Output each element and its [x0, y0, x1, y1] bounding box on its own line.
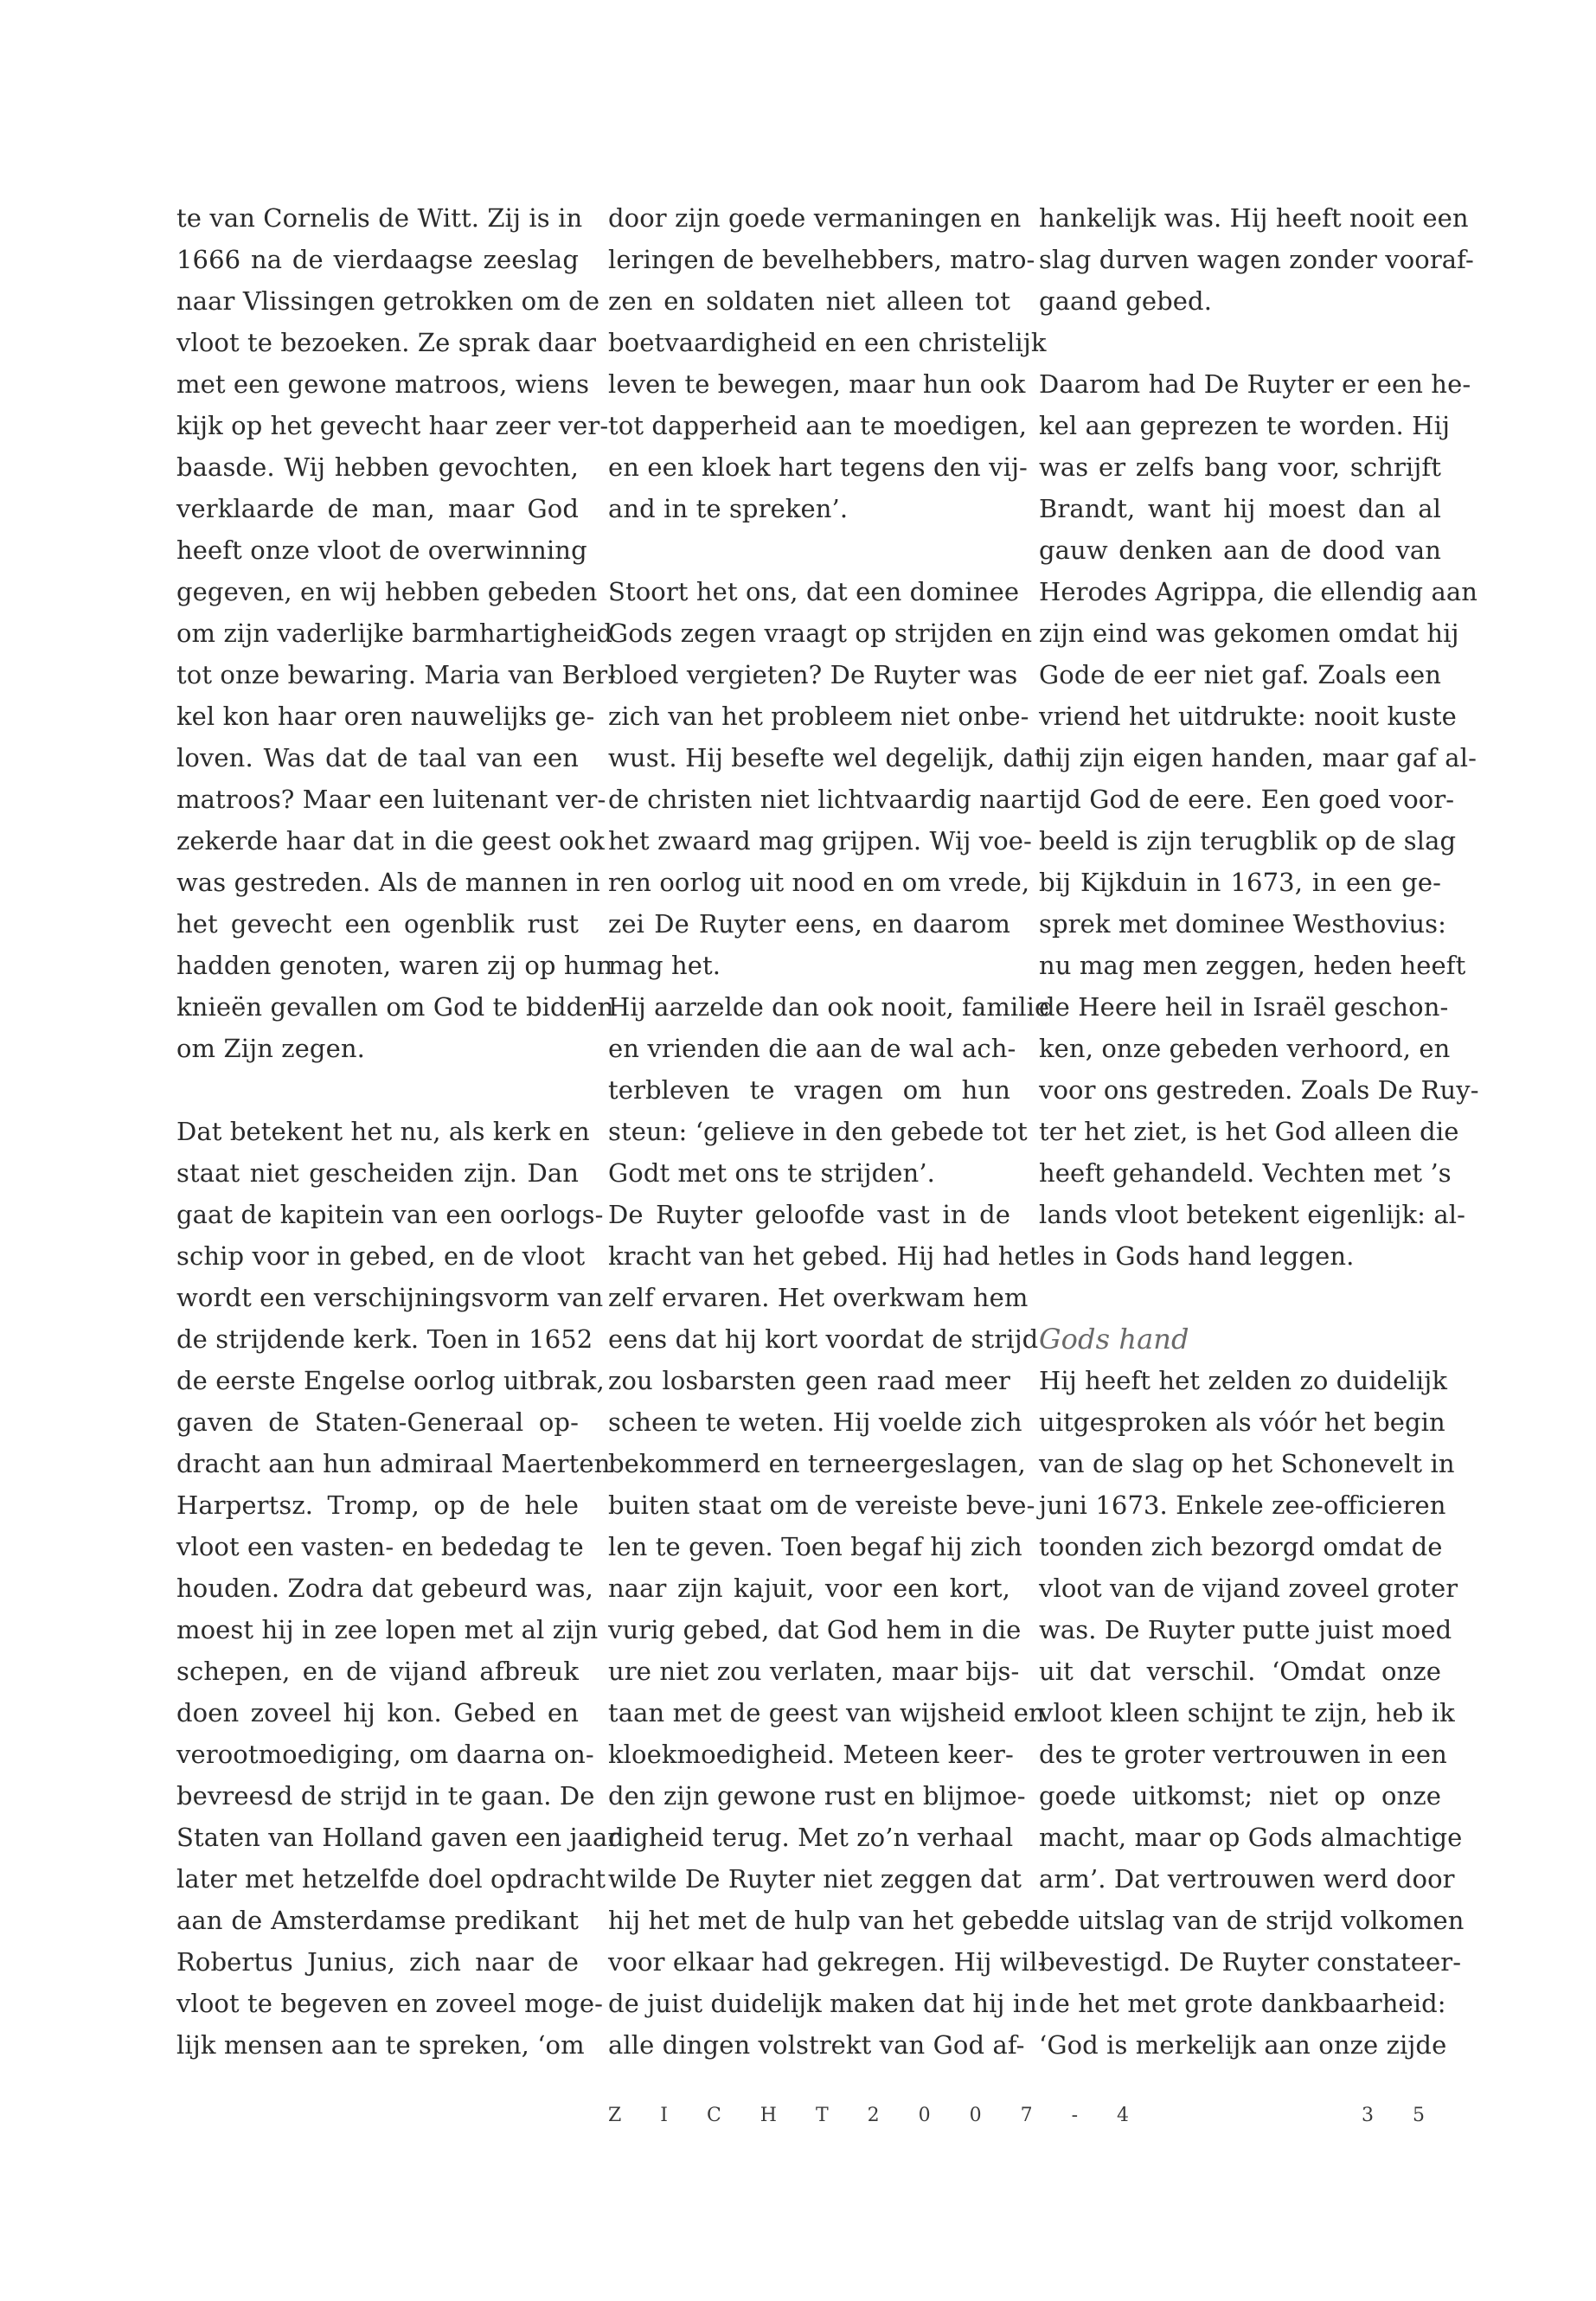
text-line: hij zijn eigen handen, maar gaf al-	[1039, 743, 1477, 772]
text-line: Stoort het ons, dat een dominee	[608, 577, 1020, 606]
text-line: met een gewone matroos, wiens	[176, 369, 590, 399]
text-line: les in Gods hand leggen.	[1039, 1241, 1355, 1271]
paragraph-gap	[176, 1069, 579, 1111]
text-line: Dat betekent het nu, als kerk en	[176, 1117, 590, 1146]
text-line: Staten van Holland gaven een jaar	[176, 1823, 620, 1852]
text-line: bevreesd de strijd in te gaan. De	[176, 1781, 595, 1811]
text-line: den zijn gewone rust en blijmoe-	[608, 1781, 1026, 1811]
text-line: voor ons gestreden. Zoals De Ruy-	[1039, 1075, 1479, 1105]
text-line: vloot kleen schijnt te zijn, heb ik	[1039, 1698, 1455, 1727]
text-line: uitgesproken als vóór het begin	[1039, 1407, 1445, 1437]
text-line: was gestreden. Als de mannen in	[176, 868, 600, 897]
text-line: moest hij in zee lopen met al zijn	[176, 1615, 599, 1644]
text-line: taan met de geest van wijsheid en	[608, 1698, 1045, 1727]
text-line: goede uitkomst; niet op onze	[1039, 1781, 1441, 1811]
footer-journal-issue: Z I C H T 2 0 0 7 - 4	[608, 2105, 1146, 2126]
text-line: bloed vergieten? De Ruyter was	[608, 660, 1018, 689]
text-line: leringen de bevelhebbers, matro-	[608, 245, 1035, 274]
text-line: zich van het probleem niet onbe-	[608, 702, 1029, 731]
text-line: ken, onze gebeden verhoord, en	[1039, 1034, 1451, 1063]
text-line: te van Cornelis de Witt. Zij is in	[176, 203, 583, 233]
text-line: voor elkaar had gekregen. Hij wil-	[608, 1947, 1047, 1977]
paragraph-gap	[608, 529, 1010, 571]
text-line: verklaarde de man, maar God	[176, 494, 579, 523]
text-line: Brandt, want hij moest dan al	[1039, 494, 1441, 523]
text-line: boetvaardigheid en een christelijk	[608, 328, 1047, 357]
text-line: en een kloek hart tegens den vij-	[608, 452, 1028, 482]
text-line: schepen, en de vijand afbreuk	[176, 1657, 579, 1686]
text-line: het gevecht een ogenblik rust	[176, 909, 579, 939]
text-line: wust. Hij besefte wel degelijk, dat	[608, 743, 1045, 772]
text-line: de christen niet lichtvaardig naar	[608, 785, 1038, 814]
text-line: wilde De Ruyter niet zeggen dat	[608, 1864, 1022, 1894]
text-line: scheen te weten. Hij voelde zich	[608, 1407, 1022, 1437]
text-line: lands vloot betekent eigenlijk: al-	[1039, 1200, 1465, 1229]
text-line: tot onze bewaring. Maria van Ber-	[176, 660, 617, 689]
text-line: baasde. Wij hebben gevochten,	[176, 452, 579, 482]
text-line: Gods zegen vraagt op strijden en	[608, 619, 1033, 648]
section-heading: Gods hand	[1039, 1323, 1189, 1356]
text-line: door zijn goede vermaningen en	[608, 203, 1022, 233]
text-line: Hij heeft het zelden zo duidelijk	[1039, 1366, 1448, 1395]
text-line: tijd God de eere. Een goed voor-	[1039, 785, 1455, 814]
text-line: macht, maar op Gods almachtige	[1039, 1823, 1463, 1852]
text-line: heeft gehandeld. Vechten met ’s	[1039, 1158, 1452, 1188]
text-line: tot dapperheid aan te moedigen,	[608, 411, 1028, 440]
text-line: matroos? Maar een luitenant ver-	[176, 785, 606, 814]
text-line: vriend het uitdrukte: nooit kuste	[1039, 702, 1457, 731]
text-line: beeld is zijn terugblik op de slag	[1039, 826, 1457, 856]
text-line: zen en soldaten niet alleen tot	[608, 286, 1010, 316]
text-line: wordt een verschijningsvorm van	[176, 1283, 604, 1312]
text-line: was er zelfs bang voor, schrijft	[1039, 452, 1441, 482]
text-line: naar Vlissingen getrokken om de	[176, 286, 600, 316]
text-line: ure niet zou verlaten, maar bijs-	[608, 1657, 1020, 1686]
text-line: de uitslag van de strijd volkomen	[1039, 1906, 1465, 1935]
text-line: Harpertsz. Tromp, op de hele	[176, 1490, 579, 1520]
text-line: de het met grote dankbaarheid:	[1039, 1989, 1446, 2018]
text-line: vloot te begeven en zoveel moge-	[176, 1989, 604, 2018]
text-line: ter het ziet, is het God alleen die	[1039, 1117, 1459, 1146]
text-line: zei De Ruyter eens, en daarom	[608, 909, 1010, 939]
text-line: zelf ervaren. Het overkwam hem	[608, 1283, 1029, 1312]
text-line: het zwaard mag grijpen. Wij voe-	[608, 826, 1032, 856]
text-line: zijn eind was gekomen omdat hij	[1039, 619, 1459, 648]
text-line: verootmoediging, om daarna on-	[176, 1740, 594, 1769]
text-line: zou losbarsten geen raad meer	[608, 1366, 1010, 1395]
text-line: and in te spreken’.	[608, 494, 849, 523]
text-line: leven te bewegen, maar hun ook	[608, 369, 1026, 399]
text-line: loven. Was dat de taal van een	[176, 743, 579, 772]
text-line: gegeven, en wij hebben gebeden	[176, 577, 598, 606]
text-line: vloot van de vijand zoveel groter	[1039, 1574, 1458, 1603]
text-line: hij het met de hulp van het gebed	[608, 1906, 1041, 1935]
text-line: schip voor in gebed, en de vloot	[176, 1241, 586, 1271]
text-column-2	[608, 197, 1050, 2066]
text-line: om Zijn zegen.	[176, 1034, 365, 1063]
text-line: knieën gevallen om God te bidden	[176, 992, 614, 1022]
text-line: kel aan geprezen te worden. Hij	[1039, 411, 1451, 440]
text-line: des te groter vertrouwen in een	[1039, 1740, 1447, 1769]
text-line: naar zijn kajuit, voor een kort,	[608, 1574, 1010, 1603]
text-line: staat niet gescheiden zijn. Dan	[176, 1158, 579, 1188]
text-line: gauw denken aan de dood van	[1039, 535, 1441, 565]
text-line: bevestigd. De Ruyter constateer-	[1039, 1947, 1462, 1977]
text-line: uit dat verschil. ‘Omdat onze	[1039, 1657, 1441, 1686]
text-line: was. De Ruyter putte juist moed	[1039, 1615, 1452, 1644]
text-line: eens dat hij kort voordat de strijd	[608, 1324, 1039, 1354]
text-line: doen zoveel hij kon. Gebed en	[176, 1698, 579, 1727]
text-line: aan de Amsterdamse predikant	[176, 1906, 579, 1935]
text-line: Robertus Junius, zich naar de	[176, 1947, 579, 1977]
text-line: heeft onze vloot de overwinning	[176, 535, 587, 565]
text-line: nu mag men zeggen, heden heeft	[1039, 951, 1466, 980]
text-line: buiten staat om de vereiste beve-	[608, 1490, 1035, 1520]
text-line: zekerde haar dat in die geest ook	[176, 826, 605, 856]
text-line: alle dingen volstrekt van God af-	[608, 2030, 1025, 2060]
text-line: vurig gebed, dat God hem in die	[608, 1615, 1022, 1644]
text-line: terbleven te vragen om hun	[608, 1075, 1010, 1105]
text-line: len te geven. Toen begaf hij zich	[608, 1532, 1022, 1561]
text-line: gaven de Staten-Generaal op-	[176, 1407, 579, 1437]
text-line: de Heere heil in Israël geschon-	[1039, 992, 1449, 1022]
text-line: gaand gebed.	[1039, 286, 1213, 316]
text-line: steun: ‘gelieve in den gebede tot	[608, 1117, 1028, 1146]
text-line: juni 1673. Enkele zee-officieren	[1039, 1490, 1446, 1520]
text-line: arm’. Dat vertrouwen werd door	[1039, 1864, 1455, 1894]
text-line: De Ruyter geloofde vast in de	[608, 1200, 1010, 1229]
text-line: van de slag op het Schonevelt in	[1039, 1449, 1455, 1478]
text-line: toonden zich bezorgd omdat de	[1039, 1532, 1443, 1561]
text-column-3	[1039, 197, 1479, 2066]
text-line: bij Kijkduin in 1673, in een ge-	[1039, 868, 1441, 897]
text-line: de eerste Engelse oorlog uitbrak,	[176, 1366, 605, 1395]
text-line: Godt met ons te strijden’.	[608, 1158, 935, 1188]
text-line: ‘God is merkelijk aan onze zijde	[1039, 2030, 1447, 2060]
text-line: om zijn vaderlijke barmhartigheid	[176, 619, 612, 648]
text-line: later met hetzelfde doel opdracht	[176, 1864, 606, 1894]
text-line: de strijdende kerk. Toen in 1652	[176, 1324, 593, 1354]
text-line: Gode de eer niet gaf. Zoals een	[1039, 660, 1441, 689]
text-line: digheid terug. Met zo’n verhaal	[608, 1823, 1014, 1852]
text-line: hadden genoten, waren zij op hun	[176, 951, 613, 980]
text-line: sprek met dominee Westhovius:	[1039, 909, 1446, 939]
text-line: Hij aarzelde dan ook nooit, familie	[608, 992, 1050, 1022]
paragraph-gap	[1039, 322, 1441, 363]
footer-page-number: 3 5	[1362, 2105, 1441, 2126]
text-line: kel kon haar oren nauwelijks ge-	[176, 702, 595, 731]
text-line: lijk mensen aan te spreken, ‘om	[176, 2030, 585, 2060]
text-line: 1666 na de vierdaagse zeeslag	[176, 245, 579, 274]
text-line: Daarom had De Ruyter er een he-	[1039, 369, 1471, 399]
text-line: en vrienden die aan de wal ach-	[608, 1034, 1016, 1063]
text-line: ren oorlog uit nood en om vrede,	[608, 868, 1030, 897]
text-line: kloekmoedigheid. Meteen keer-	[608, 1740, 1014, 1769]
text-line: vloot een vasten- en bededag te	[176, 1532, 584, 1561]
text-line: kijk op het gevecht haar zeer ver-	[176, 411, 609, 440]
text-line: dracht aan hun admiraal Maerten	[176, 1449, 611, 1478]
paragraph-gap	[1039, 1277, 1441, 1318]
text-line: bekommerd en terneergeslagen,	[608, 1449, 1026, 1478]
text-line: de juist duidelijk maken dat hij in	[608, 1989, 1037, 2018]
text-line: slag durven wagen zonder vooraf-	[1039, 245, 1474, 274]
text-column-1	[176, 197, 620, 2066]
text-line: vloot te bezoeken. Ze sprak daar	[176, 328, 597, 357]
text-line: Herodes Agrippa, die ellendig aan	[1039, 577, 1478, 606]
text-line: hankelijk was. Hij heeft nooit een	[1039, 203, 1469, 233]
text-line: gaat de kapitein van een oorlogs-	[176, 1200, 604, 1229]
text-line: houden. Zodra dat gebeurd was,	[176, 1574, 593, 1603]
text-line: kracht van het gebed. Hij had het	[608, 1241, 1040, 1271]
text-line: mag het.	[608, 951, 721, 980]
